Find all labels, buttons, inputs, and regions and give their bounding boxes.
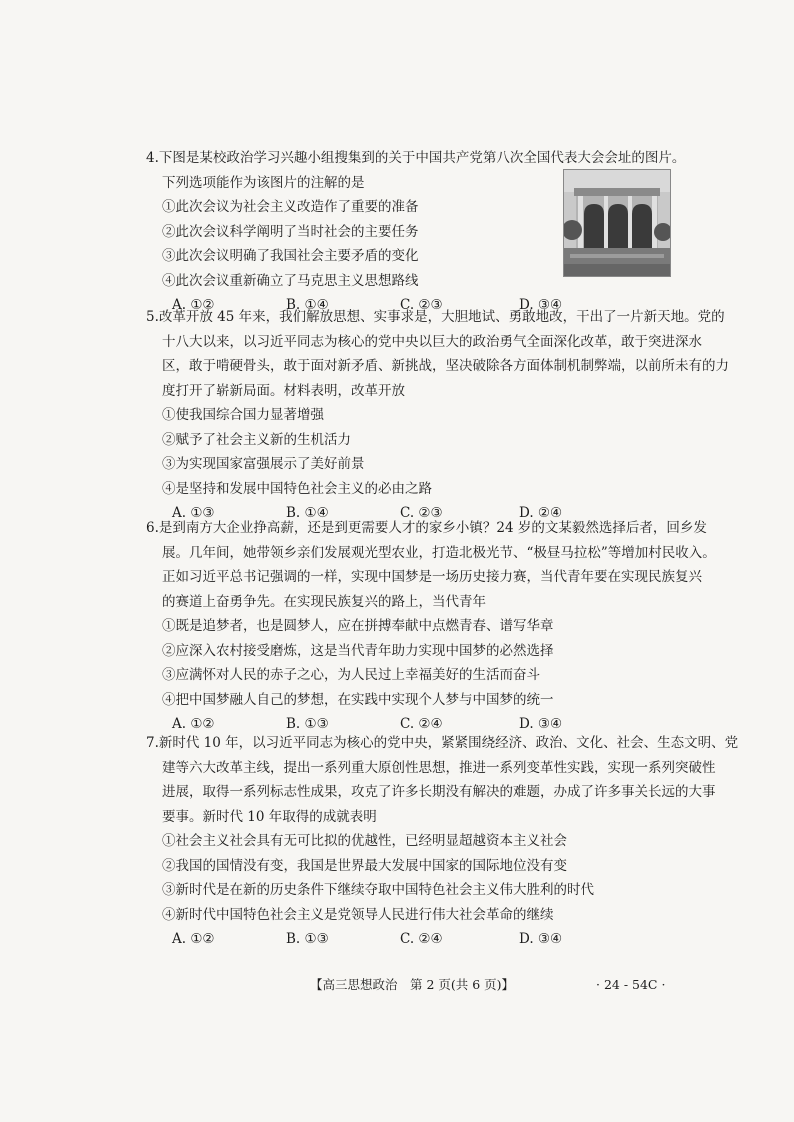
- question-stem: [146, 305, 729, 403]
- option-2: ②应深入农村接受磨炼，这是当代青年助力实现中国梦的必然选择: [162, 642, 554, 659]
- stem-line: 5.改革开放 45 年来，我们解放思想、实事求是，大胆地试、勇敢地改，干出了一片新天地。党的: [146, 309, 725, 325]
- stem-line: 6.是到南方大企业挣高薪，还是到更需要人才的家乡小镇？24 岁的文某毅然选择后者，回乡发: [146, 520, 707, 536]
- option-3: ③此次会议明确了我国社会主要矛盾的变化: [162, 248, 419, 264]
- stem-line: 十八大以来，以习近平同志为核心的党中央以巨大的政治勇气全面深化改革，敢于突进深水: [162, 333, 702, 350]
- choice-b: B. ①③: [286, 716, 329, 732]
- stem-line: 建等六大改革主线，提出一系列重大原创性思想，推进一系列变革性实践，实现一系列突破性: [162, 759, 716, 776]
- option-4: ④把中国梦融人自己的梦想，在实践中实现个人梦与中国梦的统一: [162, 691, 554, 708]
- page-footer-title: 【高三思想政治 第 2 页(共 6 页)】: [310, 977, 515, 992]
- option-2: ②赋予了社会主义新的生机活力: [162, 431, 351, 448]
- option-2: ②我国的国情没有变，我国是世界最大发展中国家的国际地位没有变: [162, 857, 567, 874]
- option-1: ①既是追梦者，也是圆梦人，应在拼搏奉献中点燃青春、谱写华章: [162, 618, 554, 634]
- option-4: ④新时代中国特色社会主义是党领导人民进行伟大社会革命的继续: [162, 906, 554, 923]
- choice-c: C. ②③: [400, 297, 443, 313]
- option-4: ④此次会议重新确立了马克思主义思想路线: [162, 272, 419, 289]
- question-stem: [146, 731, 739, 829]
- option-1: ①社会主义社会具有无可比拟的优越性，已经明显超越资本主义社会: [162, 833, 567, 849]
- stem-line: 4.下图是某校政治学习兴趣小组搜集到的关于中国共产党第八次全国代表大会会址的图片。: [146, 150, 686, 166]
- option-1: ①此次会议为社会主义改造作了重要的准备: [162, 199, 419, 215]
- choice-c: C. ②④: [400, 716, 443, 732]
- choice-c: C. ②③: [400, 505, 443, 521]
- stem-line: 正如习近平总书记强调的一样，实现中国梦是一场历史接力赛，当代青年要在实现民族复兴: [162, 569, 702, 585]
- choice-b: B. ①④: [286, 297, 329, 313]
- question-7: [146, 731, 739, 951]
- choice-d: D. ②④: [519, 505, 563, 521]
- choice-c: C. ②④: [400, 931, 443, 947]
- choice-d: D. ③④: [519, 931, 563, 947]
- stem-line: 的赛道上奋勇争先。在实现民族复兴的路上，当代青年: [162, 593, 486, 610]
- choice-d: D. ③④: [519, 297, 563, 313]
- option-2: ②此次会议科学阐明了当时社会的主要任务: [162, 223, 419, 240]
- question-6: [146, 516, 716, 736]
- choice-a: A. ①②: [172, 297, 215, 313]
- stem-line: 下列选项能作为该图片的注解的是: [162, 174, 365, 191]
- option-1: ①使我国综合国力显著增强: [162, 407, 324, 423]
- stem-line: 进展，取得一系列标志性成果，攻克了许多长期没有解决的难题，办成了许多事关长远的大事: [162, 784, 716, 800]
- answer-choices: [146, 927, 676, 951]
- page-footer-code: · 24 - 54C ·: [596, 977, 666, 992]
- choice-d: D. ③④: [519, 716, 563, 732]
- question-stem: [146, 146, 686, 195]
- stem-line: 7.新时代 10 年，以习近平同志为核心的党中央，紧紧围绕经济、政治、文化、社会、生态文明、党: [146, 735, 739, 751]
- choice-a: A. ①②: [172, 716, 215, 732]
- option-3: ③为实现国家富强展示了美好前景: [162, 456, 365, 472]
- question-5: [146, 305, 729, 525]
- stem-line: 要事。新时代 10 年取得的成就表明: [162, 808, 377, 825]
- choice-b: B. ①④: [286, 505, 329, 521]
- stem-line: 度打开了崭新局面。材料表明，改革开放: [162, 382, 405, 399]
- option-3: ③应满怀对人民的赤子之心，为人民过上幸福美好的生活而奋斗: [162, 667, 540, 683]
- option-3: ③新时代是在新的历史条件下继续夺取中国特色社会主义伟大胜利的时代: [162, 882, 594, 898]
- stem-line: 展。几年间，她带领乡亲们发展观光型农业，打造北极光节、“极昼马拉松”等增加村民收入。: [162, 544, 716, 561]
- stem-line: 区，敢于啃硬骨头，敢于面对新矛盾、新挑战，坚决破除各方面体制机制弊端，以前所未有的力: [162, 358, 729, 374]
- choice-b: B. ①③: [286, 931, 329, 947]
- question-stem: [146, 516, 716, 614]
- choice-a: A. ①②: [172, 931, 215, 947]
- option-4: ④是坚持和发展中国特色社会主义的必由之路: [162, 480, 432, 497]
- choice-a: A. ①③: [172, 505, 215, 521]
- question-4: [146, 146, 686, 317]
